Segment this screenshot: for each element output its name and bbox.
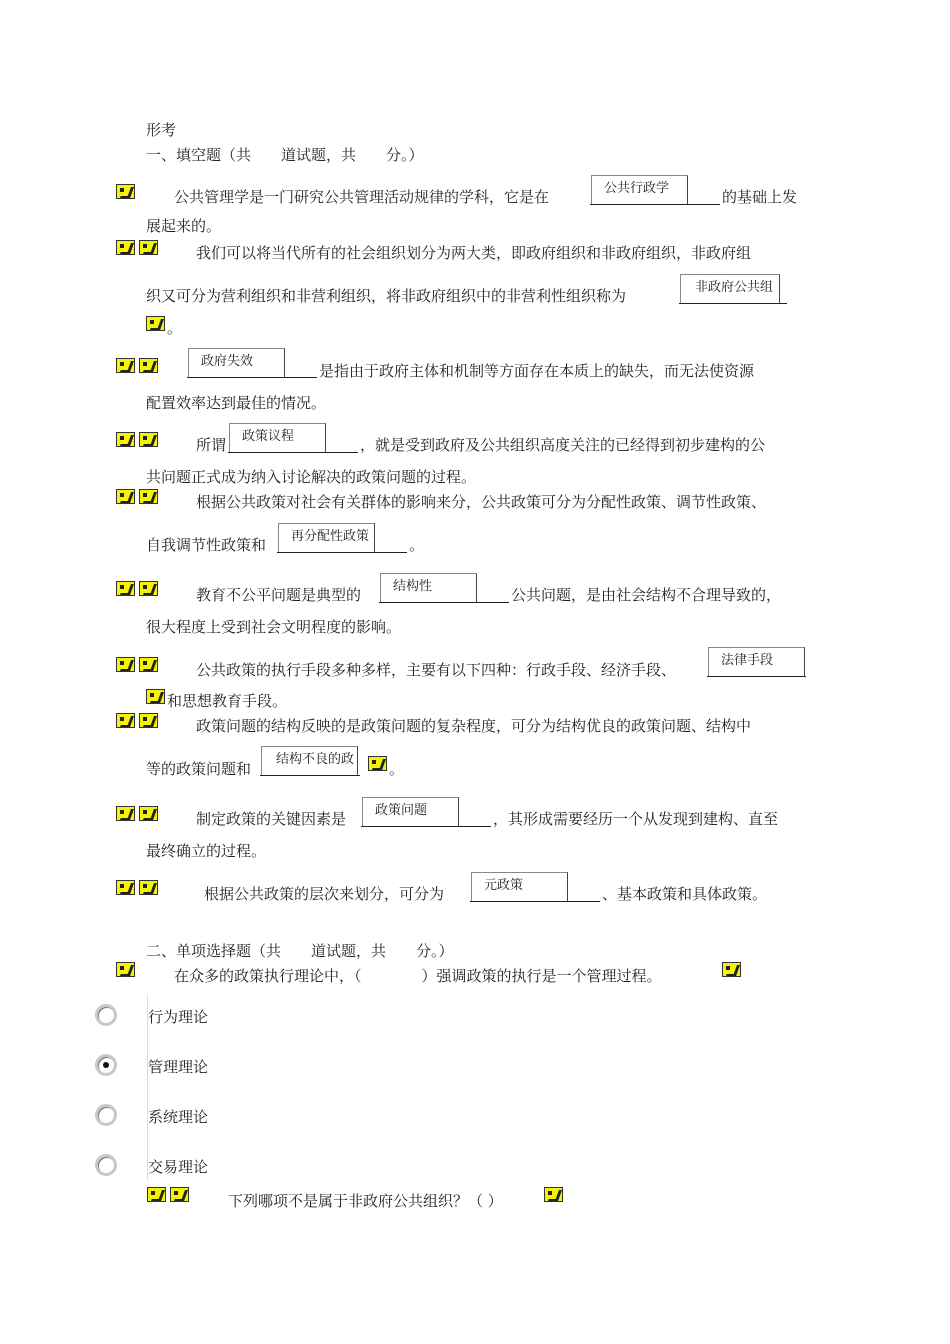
q5-text-c: 。 — [409, 536, 425, 554]
q6-text-a: 教育不公平问题是典型的 — [196, 586, 362, 604]
flag-icon[interactable] — [139, 581, 158, 596]
q7-answer-input[interactable]: 法律手段 — [708, 647, 805, 677]
choice-q1-stem: 在众多的政策执行理论中，（ ）强调政策的执行是一个管理过程。 — [174, 967, 662, 985]
section2-title: 二、单项选择题（共 道试题，共 分。） — [146, 942, 454, 960]
q1-answer-input[interactable]: 公共行政学 — [591, 175, 688, 205]
flag-icon[interactable] — [139, 880, 158, 895]
q6-answer-input[interactable]: 结构性 — [380, 573, 477, 603]
flag-icon[interactable] — [116, 880, 135, 895]
flag-icon[interactable] — [116, 432, 135, 447]
q4-text-b: ，就是受到政府及公共组织高度关注的已经得到初步建构的公 — [360, 436, 766, 454]
flag-icon[interactable] — [368, 756, 387, 771]
q3-answer-input[interactable]: 政府失效 — [188, 348, 285, 378]
flag-icon[interactable] — [139, 657, 158, 672]
doc-heading: 形考 — [146, 121, 177, 139]
flag-icon[interactable] — [147, 1187, 166, 1202]
option-label-3[interactable]: 系统理论 — [148, 1108, 209, 1126]
q2-answer-field[interactable] — [679, 274, 787, 304]
flag-icon[interactable] — [116, 713, 135, 728]
q4-answer-input[interactable]: 政策议程 — [229, 423, 326, 453]
q2-text-c: 。 — [167, 319, 183, 337]
flag-icon[interactable] — [116, 581, 135, 596]
q7-text-a: 公共政策的执行手段多种多样，主要有以下四种：行政手段、经济手段、 — [196, 661, 677, 679]
flag-icon[interactable] — [139, 358, 158, 373]
q2-text-b: 织又可分为营利组织和非营利组织，将非政府组织中的非营利性组织称为 — [146, 287, 627, 305]
q1-text-b: 的基础上发 — [722, 188, 798, 206]
q2-text-a: 我们可以将当代所有的社会组织划分为两大类，即政府组织和非政府组织，非政府组 — [196, 244, 752, 262]
q3-text-a: 是指由于政府主体和机制等方面存在本质上的缺失，而无法使资源 — [319, 362, 755, 380]
flag-icon[interactable] — [116, 806, 135, 821]
q5-text-b: 自我调节性政策和 — [146, 536, 267, 554]
q9-answer-input[interactable]: 政策问题 — [362, 797, 459, 827]
flag-icon[interactable] — [116, 358, 135, 373]
q5-text-a: 根据公共政策对社会有关群体的影响来分，公共政策可分为分配性政策、调节性政策、 — [196, 493, 767, 511]
flag-icon[interactable] — [139, 713, 158, 728]
q8-answer-field[interactable] — [260, 746, 360, 776]
flag-icon[interactable] — [170, 1187, 189, 1202]
flag-icon[interactable] — [722, 962, 741, 977]
q8-answer-input[interactable]: 结构不良的政 — [261, 746, 358, 776]
q9-text-c: 最终确立的过程。 — [146, 842, 267, 860]
flag-icon[interactable] — [544, 1187, 563, 1202]
flag-icon[interactable] — [139, 806, 158, 821]
flag-icon[interactable] — [116, 184, 135, 199]
q8-text-b: 等的政策问题和 — [146, 760, 252, 778]
flag-icon[interactable] — [146, 689, 165, 704]
q10-text-b: 、基本政策和具体政策。 — [602, 885, 768, 903]
q4-text-c: 共问题正式成为纳入讨论解决的政策问题的过程。 — [146, 468, 477, 486]
q9-answer-field[interactable] — [361, 797, 491, 827]
flag-icon[interactable] — [139, 432, 158, 447]
flag-icon[interactable] — [139, 489, 158, 504]
q10-answer-input[interactable]: 元政策 — [471, 872, 568, 902]
q7-answer-field[interactable] — [707, 647, 806, 677]
q7-text-b: 和思想教育手段。 — [167, 692, 288, 710]
q10-answer-field[interactable] — [470, 872, 600, 902]
q3-text-b: 配置效率达到最佳的情况。 — [146, 394, 327, 412]
q4-text-a: 所谓 — [196, 436, 227, 454]
q3-answer-field[interactable] — [187, 348, 317, 378]
q9-text-a: 制定政策的关键因素是 — [196, 810, 347, 828]
section1-title: 一、填空题（共 道试题，共 分。） — [146, 146, 424, 164]
q5-answer-input[interactable]: 再分配性政策 — [278, 523, 375, 553]
option-radio-3[interactable] — [95, 1104, 117, 1126]
q8-text-a: 政策问题的结构反映的是政策问题的复杂程度，可分为结构优良的政策问题、结构中 — [196, 717, 752, 735]
option-label-4[interactable]: 交易理论 — [148, 1158, 209, 1176]
option-label-1[interactable]: 行为理论 — [148, 1008, 209, 1026]
q8-text-c: 。 — [389, 760, 405, 778]
q1-text-c: 展起来的。 — [146, 217, 222, 235]
flag-icon[interactable] — [116, 489, 135, 504]
q10-text-a: 根据公共政策的层次来划分，可分为 — [204, 885, 445, 903]
q2-answer-input[interactable]: 非政府公共组 — [680, 274, 780, 304]
flag-icon[interactable] — [116, 240, 135, 255]
choice-q2-stem: 下列哪项不是属于非政府公共组织？（ ） — [228, 1192, 503, 1210]
q6-text-c: 很大程度上受到社会文明程度的影响。 — [146, 618, 402, 636]
q1-answer-field[interactable] — [590, 175, 720, 205]
q1-text-a: 公共管理学是一门研究公共管理活动规律的学科，它是在 — [174, 188, 550, 206]
flag-icon[interactable] — [139, 240, 158, 255]
q6-answer-field[interactable] — [379, 573, 509, 603]
q6-text-b: 公共问题，是由社会结构不合理导致的， — [511, 586, 782, 604]
option-radio-4[interactable] — [95, 1154, 117, 1176]
flag-icon[interactable] — [116, 657, 135, 672]
flag-icon[interactable] — [146, 316, 165, 331]
option-label-2[interactable]: 管理理论 — [148, 1058, 209, 1076]
option-radio-1[interactable] — [95, 1004, 117, 1026]
q9-text-b: ，其形成需要经历一个从发现到建构、直至 — [493, 810, 779, 828]
option-radio-2[interactable] — [95, 1054, 117, 1076]
flag-icon[interactable] — [116, 962, 135, 977]
q4-answer-field[interactable] — [228, 423, 358, 453]
q5-answer-field[interactable] — [277, 523, 407, 553]
